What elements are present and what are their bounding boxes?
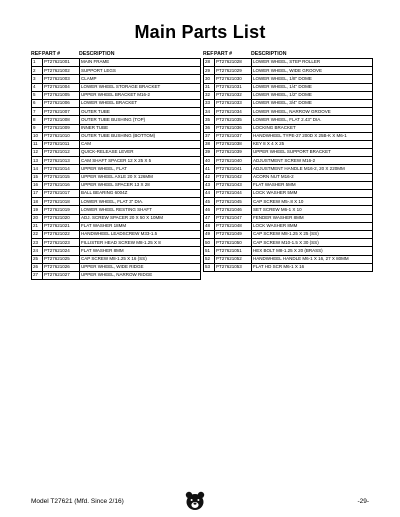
- description-cell: FLAT HD SCR M6-1 X 16: [252, 263, 373, 271]
- part-number-cell: PT27621030: [215, 75, 252, 83]
- description-cell: LOWER WHEEL, FLAT 2.43" DIA.: [252, 116, 373, 124]
- part-number-cell: PT27621005: [43, 91, 80, 99]
- part-number-cell: PT27621026: [43, 263, 80, 271]
- table-row: [204, 116, 373, 124]
- ref-cell: 31: [204, 83, 215, 91]
- description-cell: UPPER WHEEL, FLAT: [80, 165, 201, 173]
- ref-cell: 15: [32, 173, 43, 181]
- table-row: [32, 108, 201, 116]
- table-row: [32, 165, 201, 173]
- part-number-cell: PT27621035: [215, 116, 252, 124]
- ref-cell: 32: [204, 91, 215, 99]
- description-cell: FLAT WASHER 18MM: [80, 222, 201, 230]
- part-number-cell: PT27621021: [43, 222, 80, 230]
- description-cell: LOWER WHEEL, 1/2" DOME: [252, 91, 373, 99]
- part-number-cell: PT27621017: [43, 190, 80, 198]
- description-cell: QUICK-RELEASE LEVER: [80, 149, 201, 157]
- part-number-cell: PT27621039: [215, 149, 252, 157]
- table-row: [204, 214, 373, 222]
- description-cell: CAM: [80, 140, 201, 148]
- ref-cell: 52: [204, 255, 215, 263]
- table-row: [204, 230, 373, 238]
- ref-cell: 9: [32, 124, 43, 132]
- description-cell: ADJUSTMENT HANDLE M16-2, 20 X 220MM: [252, 165, 373, 173]
- part-number-cell: PT27621004: [43, 83, 80, 91]
- part-number-cell: PT27621025: [43, 255, 80, 263]
- part-number-cell: PT27621038: [215, 140, 252, 148]
- table-row: [32, 271, 201, 279]
- description-cell: UPPER WHEEL BRACKET M16-2: [80, 91, 201, 99]
- part-number-cell: PT27621010: [43, 132, 80, 140]
- ref-cell: 29: [204, 67, 215, 75]
- ref-cell: 10: [32, 132, 43, 140]
- ref-cell: 14: [32, 165, 43, 173]
- ref-cell: 50: [204, 239, 215, 247]
- description-cell: LOCK WASHER 5MM: [252, 190, 373, 198]
- description-cell: FILLISTER HEAD SCREW M8-1.25 X 8: [80, 239, 201, 247]
- table-row: [32, 67, 201, 75]
- description-cell: CAP SCREW M10-1.5 X 30 (SS): [252, 239, 373, 247]
- description-cell: LOWER WHEEL STORAGE BRACKET: [80, 83, 201, 91]
- description-cell: UPPER WHEEL SUPPORT BRACKET: [252, 149, 373, 157]
- table-row: [32, 132, 201, 140]
- part-number-cell: PT27621019: [43, 206, 80, 214]
- ref-cell: 48: [204, 222, 215, 230]
- description-cell: CAM SHAFT SPACER 12 X 25 X 5: [80, 157, 201, 165]
- table-row: [204, 91, 373, 99]
- table-row: [204, 67, 373, 75]
- table-row: [32, 59, 201, 67]
- ref-cell: 4: [32, 83, 43, 91]
- table-row: [32, 230, 201, 238]
- table-row: [32, 255, 201, 263]
- part-number-cell: PT27621014: [43, 165, 80, 173]
- table-row: [204, 140, 373, 148]
- part-number-cell: PT27621044: [215, 190, 252, 198]
- ref-cell: 1: [32, 59, 43, 67]
- table-row: [32, 116, 201, 124]
- part-number-cell: PT27621048: [215, 222, 252, 230]
- description-cell: LOWER WHEEL BRACKET: [80, 99, 201, 107]
- description-cell: MAIN FRAME: [80, 59, 201, 67]
- description-cell: LOCKING BRACKET: [252, 124, 373, 132]
- ref-cell: 53: [204, 263, 215, 271]
- table-row: [32, 173, 201, 181]
- ref-cell: 46: [204, 206, 215, 214]
- description-cell: LOWER WHEEL, 1/4" DOME: [252, 83, 373, 91]
- ref-cell: 7: [32, 108, 43, 116]
- ref-cell: 51: [204, 247, 215, 255]
- header-ref: REF: [203, 51, 214, 57]
- part-number-cell: PT27621003: [43, 75, 80, 83]
- table-row: [32, 198, 201, 206]
- ref-cell: 5: [32, 91, 43, 99]
- ref-cell: 34: [204, 108, 215, 116]
- part-number-cell: PT27621013: [43, 157, 80, 165]
- part-number-cell: PT27621042: [215, 173, 252, 181]
- description-cell: BALL BEARING 6004Z: [80, 190, 201, 198]
- part-number-cell: PT27621047: [215, 214, 252, 222]
- table-row: [204, 132, 373, 140]
- description-cell: INNER TUBE: [80, 124, 201, 132]
- ref-cell: 24: [32, 247, 43, 255]
- ref-cell: 40: [204, 157, 215, 165]
- part-number-cell: PT27621050: [215, 239, 252, 247]
- table-row: [32, 99, 201, 107]
- ref-cell: 35: [204, 116, 215, 124]
- parts-column-left: [31, 50, 200, 280]
- part-number-cell: PT27621006: [43, 99, 80, 107]
- bear-logo-icon: [184, 490, 206, 512]
- description-cell: HANDWHEEL HANDLE M6-1 X 16, 27 X 80MM: [252, 255, 373, 263]
- part-number-cell: PT27621046: [215, 206, 252, 214]
- part-number-cell: PT27621037: [215, 132, 252, 140]
- table-row: [32, 157, 201, 165]
- description-cell: KEY 8 X 4 X 25: [252, 140, 373, 148]
- table-row: [204, 263, 373, 271]
- ref-cell: 45: [204, 198, 215, 206]
- description-cell: CAP SCREW M8-1.25 X 25 (SS): [252, 230, 373, 238]
- table-row: [204, 181, 373, 189]
- ref-cell: 22: [32, 230, 43, 238]
- table-row: [32, 75, 201, 83]
- parts-table-header: [31, 50, 200, 58]
- part-number-cell: PT27621027: [43, 271, 80, 279]
- ref-cell: 26: [32, 263, 43, 271]
- description-cell: SUPPORT LEGS: [80, 67, 201, 75]
- part-number-cell: PT27621009: [43, 124, 80, 132]
- description-cell: LOWER WHEEL, FLAT 3" DIA.: [80, 198, 201, 206]
- description-cell: UPPER WHEEL AXLE 20 X 126MM: [80, 173, 201, 181]
- part-number-cell: PT27621007: [43, 108, 80, 116]
- table-row: [32, 214, 201, 222]
- description-cell: UPPER WHEEL SPACER 13 X 28: [80, 181, 201, 189]
- table-row: [204, 206, 373, 214]
- description-cell: LOWER WHEEL, STEP ROLLER: [252, 59, 373, 67]
- ref-cell: 8: [32, 116, 43, 124]
- ref-cell: 12: [32, 149, 43, 157]
- table-row: [32, 263, 201, 271]
- parts-table-right: [203, 58, 373, 272]
- description-cell: FLAT WASHER 8MM: [80, 247, 201, 255]
- part-number-cell: PT27621031: [215, 83, 252, 91]
- ref-cell: 28: [204, 59, 215, 67]
- footer-model: Model T27621 (Mfd. Since 2/16): [31, 498, 124, 505]
- part-number-cell: PT27621012: [43, 149, 80, 157]
- table-row: [32, 239, 201, 247]
- table-row: [32, 124, 201, 132]
- table-row: [32, 206, 201, 214]
- description-cell: FENDER WASHER 8MM: [252, 214, 373, 222]
- ref-cell: 49: [204, 230, 215, 238]
- description-cell: ADJUSTMENT SCREW M16-2: [252, 157, 373, 165]
- description-cell: LOWER WHEEL, 1/8" DOME: [252, 75, 373, 83]
- description-cell: OUTER TUBE BUSHING (TOP): [80, 116, 201, 124]
- description-cell: LOCK WASHER 8MM: [252, 222, 373, 230]
- description-cell: HANDWHEEL LEADSCREW M33-1.5: [80, 230, 201, 238]
- table-row: [204, 198, 373, 206]
- part-number-cell: PT27621040: [215, 157, 252, 165]
- table-row: [204, 255, 373, 263]
- description-cell: CLAMP: [80, 75, 201, 83]
- ref-cell: 27: [32, 271, 43, 279]
- ref-cell: 20: [32, 214, 43, 222]
- table-row: [204, 222, 373, 230]
- description-cell: UPPER WHEEL, WIDE RIDGE: [80, 263, 201, 271]
- table-row: [32, 247, 201, 255]
- ref-cell: 3: [32, 75, 43, 83]
- part-number-cell: PT27621002: [43, 67, 80, 75]
- table-row: [32, 149, 201, 157]
- table-row: [32, 83, 201, 91]
- ref-cell: 44: [204, 190, 215, 198]
- table-row: [32, 140, 201, 148]
- header-ref: REF: [31, 51, 42, 57]
- part-number-cell: PT27621008: [43, 116, 80, 124]
- description-cell: OUTER TUBE BUSHING (BOTTOM): [80, 132, 201, 140]
- table-row: [204, 124, 373, 132]
- parts-table-header: [203, 50, 372, 58]
- part-number-cell: PT27621036: [215, 124, 252, 132]
- ref-cell: 17: [32, 190, 43, 198]
- part-number-cell: PT27621033: [215, 99, 252, 107]
- description-cell: ADJ. SCREW SPACER 20 X 50 X 10MM: [80, 214, 201, 222]
- part-number-cell: PT27621043: [215, 181, 252, 189]
- part-number-cell: PT27621028: [215, 59, 252, 67]
- part-number-cell: PT27621051: [215, 247, 252, 255]
- part-number-cell: PT27621011: [43, 140, 80, 148]
- ref-cell: 13: [32, 157, 43, 165]
- ref-cell: 37: [204, 132, 215, 140]
- table-row: [204, 149, 373, 157]
- description-cell: OUTER TUBE: [80, 108, 201, 116]
- header-part-number: PART #: [214, 51, 233, 57]
- ref-cell: 39: [204, 149, 215, 157]
- description-cell: LOWER WHEEL, NARROW GROOVE: [252, 108, 373, 116]
- ref-cell: 42: [204, 173, 215, 181]
- part-number-cell: PT27621015: [43, 173, 80, 181]
- table-row: [32, 91, 201, 99]
- part-number-cell: PT27621052: [215, 255, 252, 263]
- table-row: [204, 190, 373, 198]
- ref-cell: 38: [204, 140, 215, 148]
- ref-cell: 23: [32, 239, 43, 247]
- table-row: [204, 75, 373, 83]
- header-description: DESCRIPTION: [251, 51, 287, 57]
- part-number-cell: PT27621041: [215, 165, 252, 173]
- parts-table-left: [31, 58, 201, 280]
- header-description: DESCRIPTION: [79, 51, 115, 57]
- ref-cell: 6: [32, 99, 43, 107]
- ref-cell: 25: [32, 255, 43, 263]
- table-row: [204, 83, 373, 91]
- part-number-cell: PT27621018: [43, 198, 80, 206]
- page-number: -29-: [357, 498, 369, 505]
- description-cell: LOWER WHEEL, 3/4" DOME: [252, 99, 373, 107]
- description-cell: UPPER WHEEL, NARROW RIDGE: [80, 271, 201, 279]
- part-number-cell: PT27621045: [215, 198, 252, 206]
- part-number-cell: PT27621032: [215, 91, 252, 99]
- description-cell: FLAT WASHER 5MM: [252, 181, 373, 189]
- table-row: [32, 222, 201, 230]
- ref-cell: 43: [204, 181, 215, 189]
- page-title: Main Parts List: [134, 22, 266, 42]
- ref-cell: 11: [32, 140, 43, 148]
- part-number-cell: PT27621049: [215, 230, 252, 238]
- description-cell: CAP SCREW M5-.8 X 10: [252, 198, 373, 206]
- table-row: [32, 181, 201, 189]
- description-cell: SET SCREW M6-1 X 10: [252, 206, 373, 214]
- table-row: [204, 99, 373, 107]
- table-row: [204, 173, 373, 181]
- ref-cell: 41: [204, 165, 215, 173]
- table-row: [204, 59, 373, 67]
- table-row: [204, 247, 373, 255]
- header-part-number: PART #: [42, 51, 61, 57]
- table-row: [204, 165, 373, 173]
- ref-cell: 30: [204, 75, 215, 83]
- description-cell: ACORN NUT M16-2: [252, 173, 373, 181]
- table-row: [204, 239, 373, 247]
- ref-cell: 47: [204, 214, 215, 222]
- part-number-cell: PT27621034: [215, 108, 252, 116]
- part-number-cell: PT27621020: [43, 214, 80, 222]
- parts-column-right: [203, 50, 372, 272]
- description-cell: HANDWHEEL TYPE-27 200D X 25B-K X M6-1: [252, 132, 373, 140]
- ref-cell: 2: [32, 67, 43, 75]
- description-cell: CAP SCREW M8-1.25 X 16 (SS): [80, 255, 201, 263]
- table-row: [204, 108, 373, 116]
- ref-cell: 16: [32, 181, 43, 189]
- ref-cell: 33: [204, 99, 215, 107]
- part-number-cell: PT27621029: [215, 67, 252, 75]
- table-row: [204, 157, 373, 165]
- description-cell: LOWER WHEEL, WIDE GROOVE: [252, 67, 373, 75]
- part-number-cell: PT27621024: [43, 247, 80, 255]
- description-cell: LOWER WHEEL RESTING SHAFT: [80, 206, 201, 214]
- ref-cell: 36: [204, 124, 215, 132]
- part-number-cell: PT27621016: [43, 181, 80, 189]
- part-number-cell: PT27621001: [43, 59, 80, 67]
- ref-cell: 18: [32, 198, 43, 206]
- part-number-cell: PT27621022: [43, 230, 80, 238]
- part-number-cell: PT27621023: [43, 239, 80, 247]
- ref-cell: 19: [32, 206, 43, 214]
- table-row: [32, 190, 201, 198]
- ref-cell: 21: [32, 222, 43, 230]
- description-cell: HEX BOLT M8-1.25 X 20 (BRASS): [252, 247, 373, 255]
- part-number-cell: PT27621053: [215, 263, 252, 271]
